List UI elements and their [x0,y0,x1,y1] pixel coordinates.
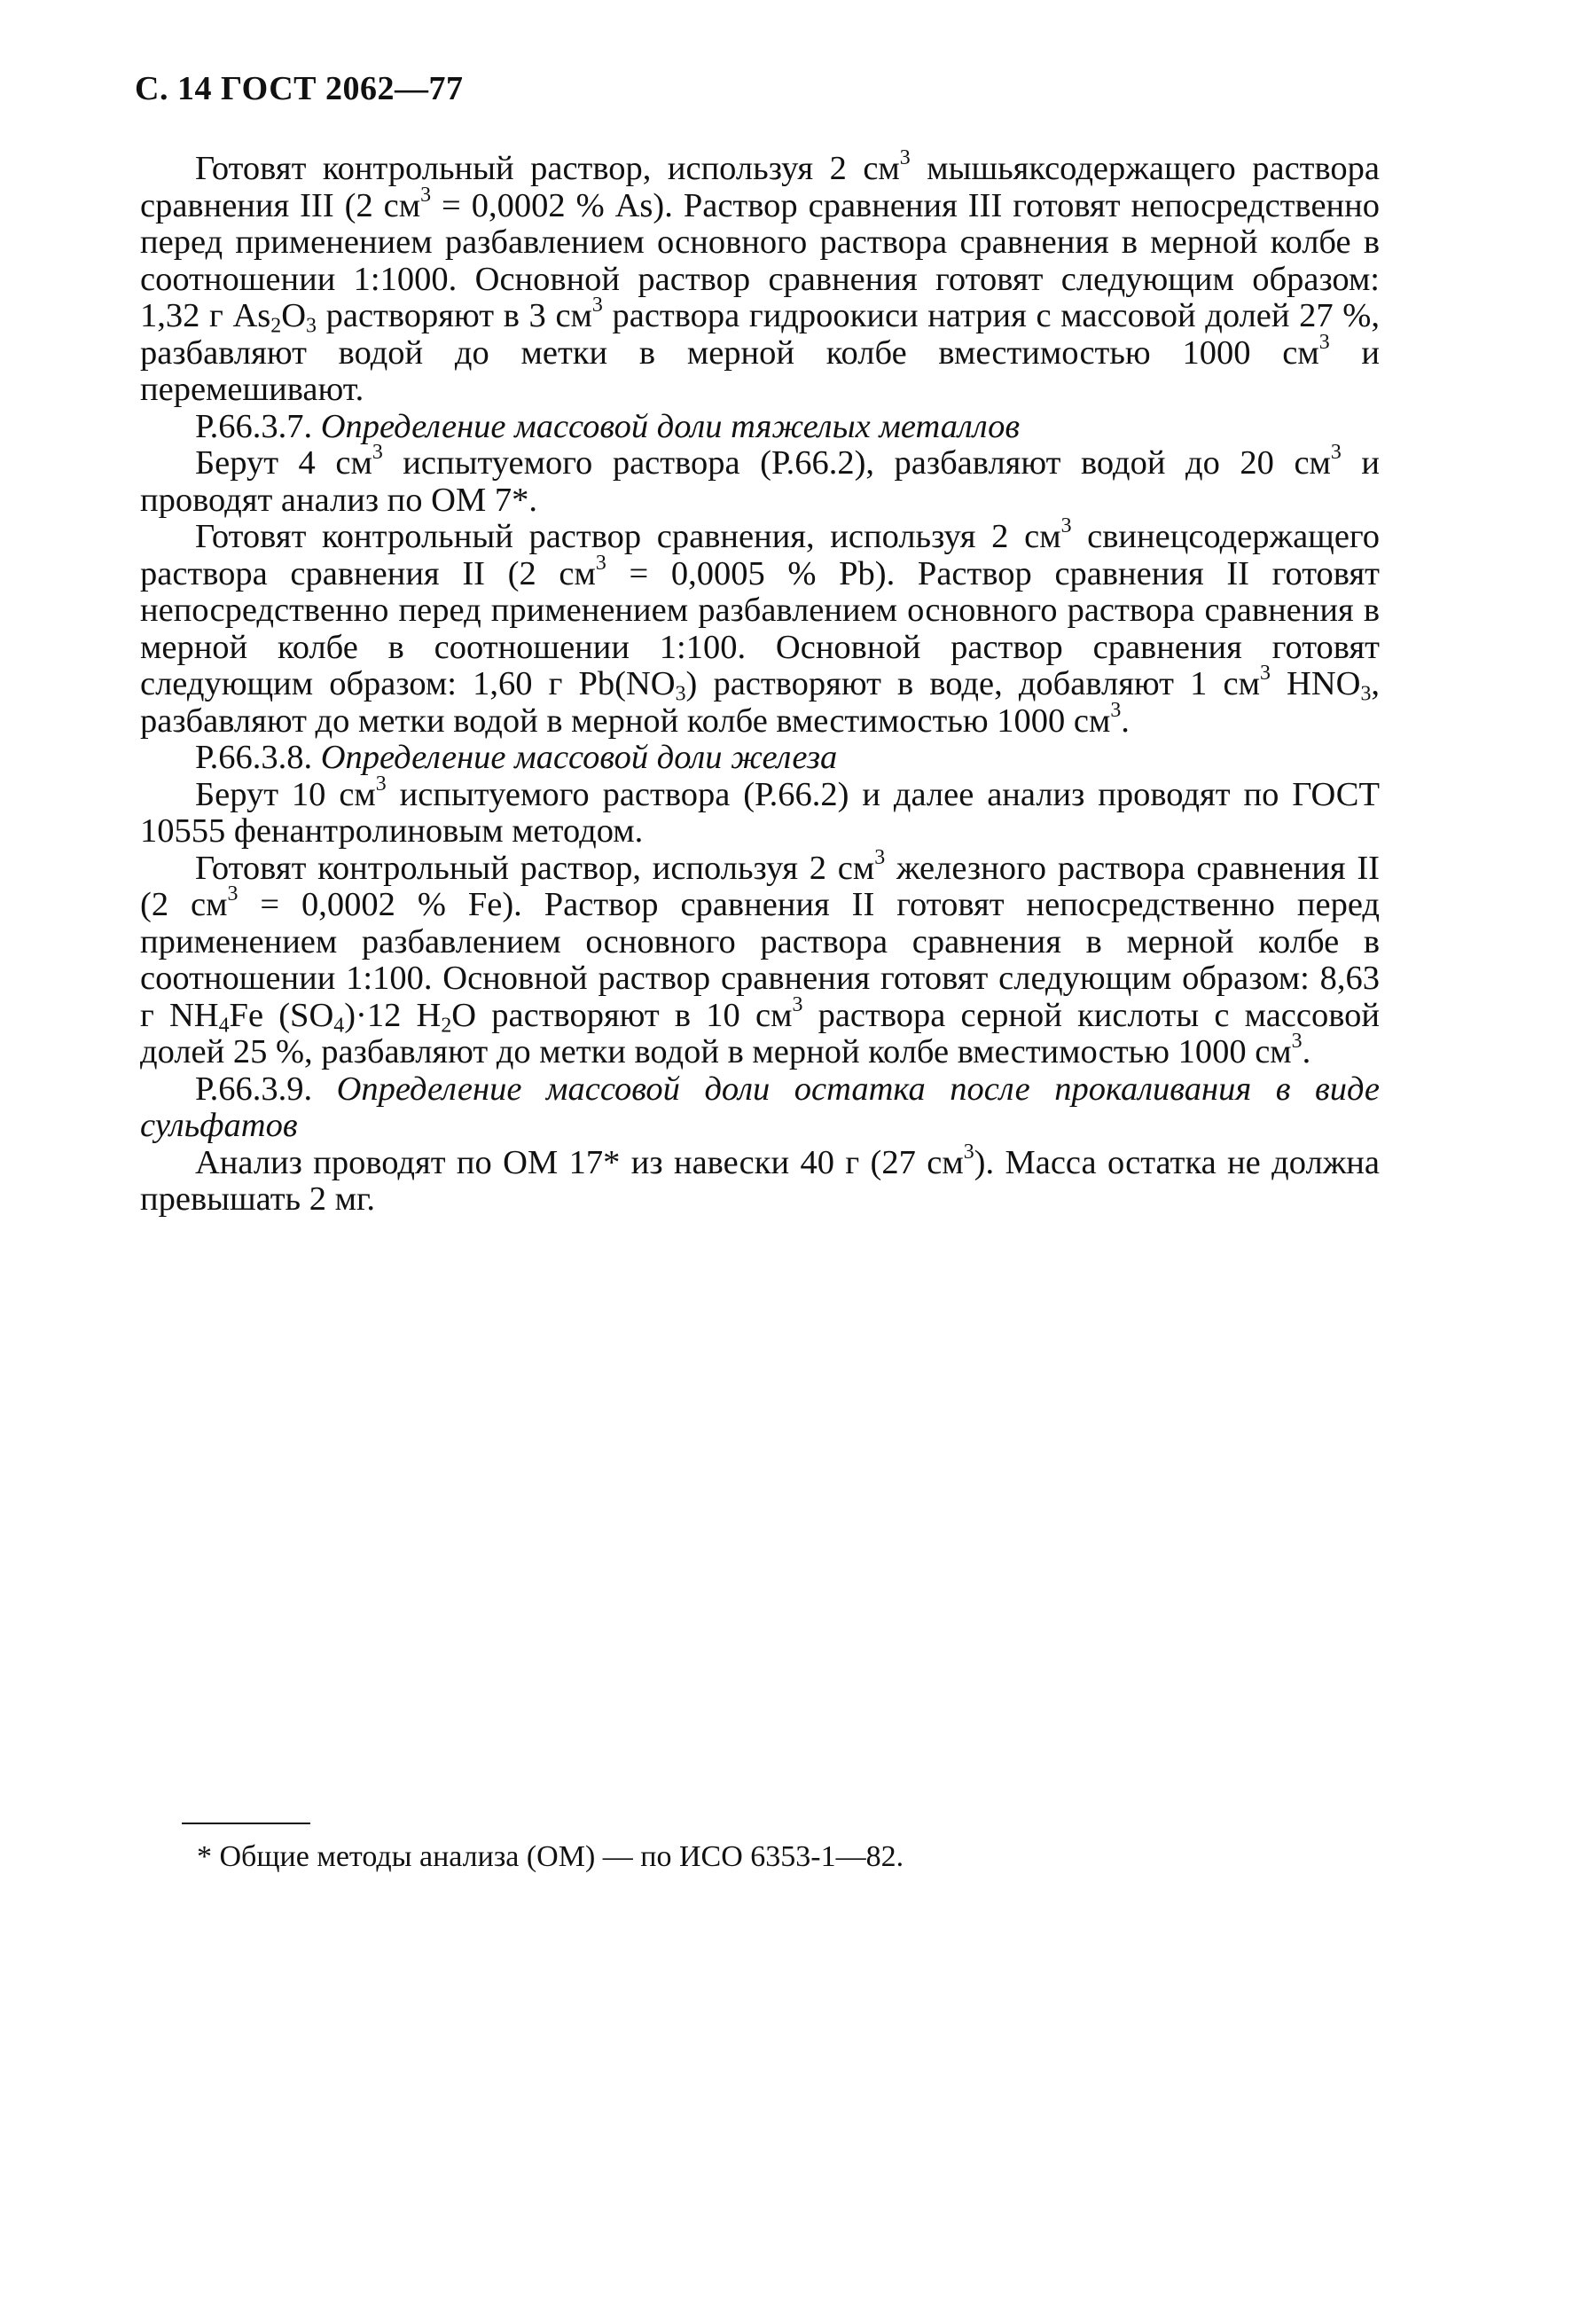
paragraph-sulfate-residue: Анализ проводят по ОМ 17* из навески 40 г (27 $см^3$). Масса остатка не должна превышать 2 мг. [140,1140,1380,1218]
section-number: Р.66.3.7. [195,407,321,445]
section-heading-sulfate-residue [140,1071,1380,1145]
section-title: Определение массовой доли тяжелых металлов [320,407,1021,445]
paragraph-iron-control: Готовят контрольный раствор, используя 2 $см^3$ железного раствора сравнения II (2 $см^3 = 0,0002$ % Fe). Раствор сравнения II готовят непосредственно перед применением разбавлением основного раствора сравнения в мерной колбе в соотношении 1:100. Основной раствор сравнения готовят следующим образом: 8,63 г $NH_4Fe$ $(SO_4)\cdot 12$ $H_2O$ растворяют в 10 $см^3$ раствора серной кислоты с массовой долей 25 %, разбавляют до метки водой в мерной колбе вместимостью 1000 $см^3$. [140,845,1380,1070]
section-heading-iron [140,740,1380,777]
footnote-general-methods: * Общие методы анализа (ОМ) — по ИСО 6353-1—82. [197,1840,904,1873]
paragraph-arsenic-control: Готовят контрольный раствор, используя 2 $см^3$ мышьяксодержащего раствора сравнения III (2 $см^3 = 0,0002$ % As). Раствор сравнения III готовят непосредственно перед применением разбавлением основного раствора сравнения в мерной колбе в соотношении 1:1000. Основной раствор сравнения готовят следующим образом: 1,32 г $As_2O_3$ растворяют в 3 $см^3$ раствора гидроокиси натрия с массовой долей 27 %, разбавляют водой до метки в мерной колбе вместимостью 1000 $см^3$ и перемешивают. [140,145,1381,408]
section-title: Определение массовой доли железа [320,739,838,776]
paragraph-heavy-metals-sample: Берут 4 $см^3$ испытуемого раствора (Р.66.2), разбавляют водой до 20 $см^3$ и проводят анализ по ОМ 7*. [140,440,1381,519]
paragraph-lead-control: Готовят контрольный раствор сравнения, используя 2 $см^3$ свинецсодержащего раствора сравнения II (2 $см^3 = 0,0005$ % Pb). Раствор сравнения II готовят непосредственно перед применением разбавлением основного раствора сравнения в мерной колбе в соотношении 1:100. Основной раствор сравнения готовят следующим образом: 1,60 г $Pb(NO_3)$ растворяют в воде, добавляют 1 $см^3$ $HNO_3$, разбавляют до метки водой в мерной колбе вместимостью 1000 $см^3$. [140,513,1380,740]
paragraph-iron-sample: Берут 10 $см^3$ испытуемого раствора (Р.66.2) и далее анализ проводят по ГОСТ 10555 фенантролиновым методом. [140,772,1380,850]
page-header: С. 14 ГОСТ 2062—77 [135,70,464,107]
document-body [140,145,1381,1219]
section-number: Р.66.3.9. [195,1070,337,1108]
section-title: Определение массовой доли остатка после прокаливания в виде сульфатов [140,1070,1380,1144]
section-number: Р.66.3.8. [195,739,321,776]
section-heading-heavy-metals [140,409,1380,446]
footnote-divider [182,1823,310,1824]
